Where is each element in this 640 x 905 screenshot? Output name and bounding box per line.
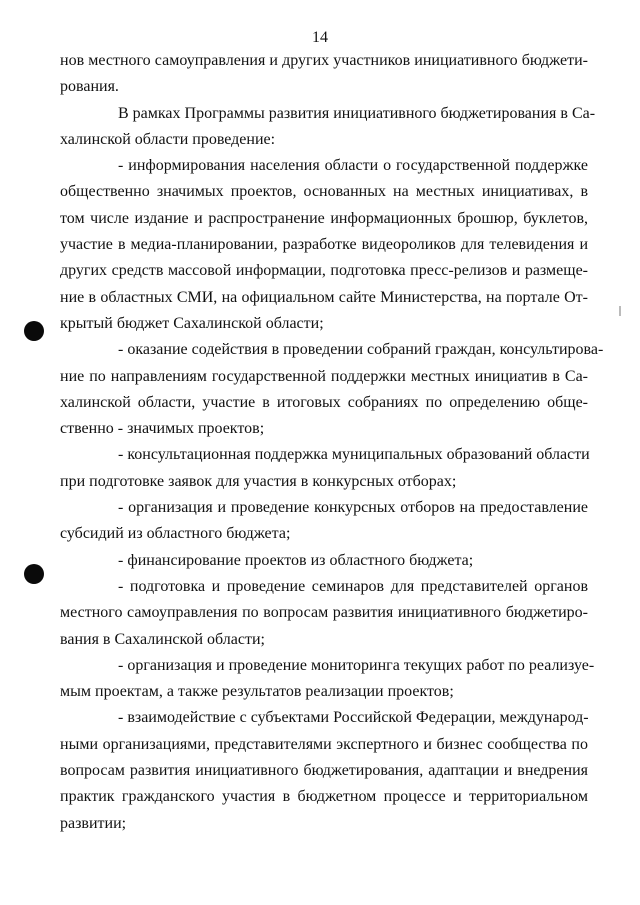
text-line: развитии;: [60, 814, 127, 832]
text-line: субсидий из областного бюджета;: [60, 525, 291, 543]
text-line: - взаимодействие с субъектами Российской Федерации, международ-: [118, 709, 589, 727]
text-line: В рамках Программы развития инициативного бюджетирования в Са-: [118, 104, 596, 122]
text-line: местного самоуправления по вопросам развития инициативного бюджетиро-: [60, 604, 588, 622]
text-line: нов местного самоуправления и других участников инициативного бюджети-: [60, 52, 588, 69]
text-line: вопросам развития инициативного бюджетирования, адаптации и внедрения: [60, 762, 588, 780]
text-line: участие в медиа-планировании, разработке видеороликов для телевидения и: [60, 236, 588, 254]
text-line: практик гражданского участия в бюджетном процессе и территориальном: [60, 788, 588, 806]
text-line: ние в областных СМИ, на официальном сайте Министерства, на портале От-: [60, 288, 588, 306]
punch-hole: [24, 321, 44, 341]
text-line: рования.: [60, 78, 119, 96]
page-number: 14: [312, 29, 328, 46]
text-line: халинской области, участие в итоговых собраниях по определению обще-: [60, 393, 588, 411]
text-line: - организация и проведение конкурсных отборов на предоставление: [118, 499, 588, 517]
text-line: том числе издание и распространение информационных брошюр, буклетов,: [60, 209, 588, 227]
text-line: общественно значимых проектов, основанных на местных инициативах, в: [60, 183, 588, 201]
scan-mark: [619, 306, 621, 316]
text-line: - организация и проведение мониторинга текущих работ по реализуе-: [118, 656, 595, 674]
text-line: вания в Сахалинской области;: [60, 630, 265, 648]
text-line: - подготовка и проведение семинаров для представителей органов: [118, 577, 588, 595]
text-line: - консультационная поддержка муниципальных образований области: [118, 446, 590, 464]
text-line: - финансирование проектов из областного бюджета;: [118, 551, 474, 569]
text-line: при подготовке заявок для участия в конкурсных отборах;: [60, 472, 457, 490]
text-line: ственно - значимых проектов;: [60, 420, 265, 438]
punch-hole: [24, 564, 44, 584]
text-line: - информирования населения области о государственной поддержке: [118, 157, 588, 175]
text-line: других средств массовой информации, подготовка пресс-релизов и размеще-: [60, 262, 588, 280]
text-line: ными организациями, представителями экспертного и бизнес сообщества по: [60, 735, 588, 753]
text-line: крытый бюджет Сахалинской области;: [60, 314, 324, 332]
text-line: халинской области проведение:: [60, 130, 276, 148]
text-line: - оказание содействия в проведении собраний граждан, консультирова-: [118, 341, 604, 359]
document-body: [60, 52, 604, 841]
text-line: ние по направлениям государственной поддержки местных инициатив в Са-: [60, 367, 588, 385]
text-line: мым проектам, а также результатов реализации проектов;: [60, 683, 454, 701]
